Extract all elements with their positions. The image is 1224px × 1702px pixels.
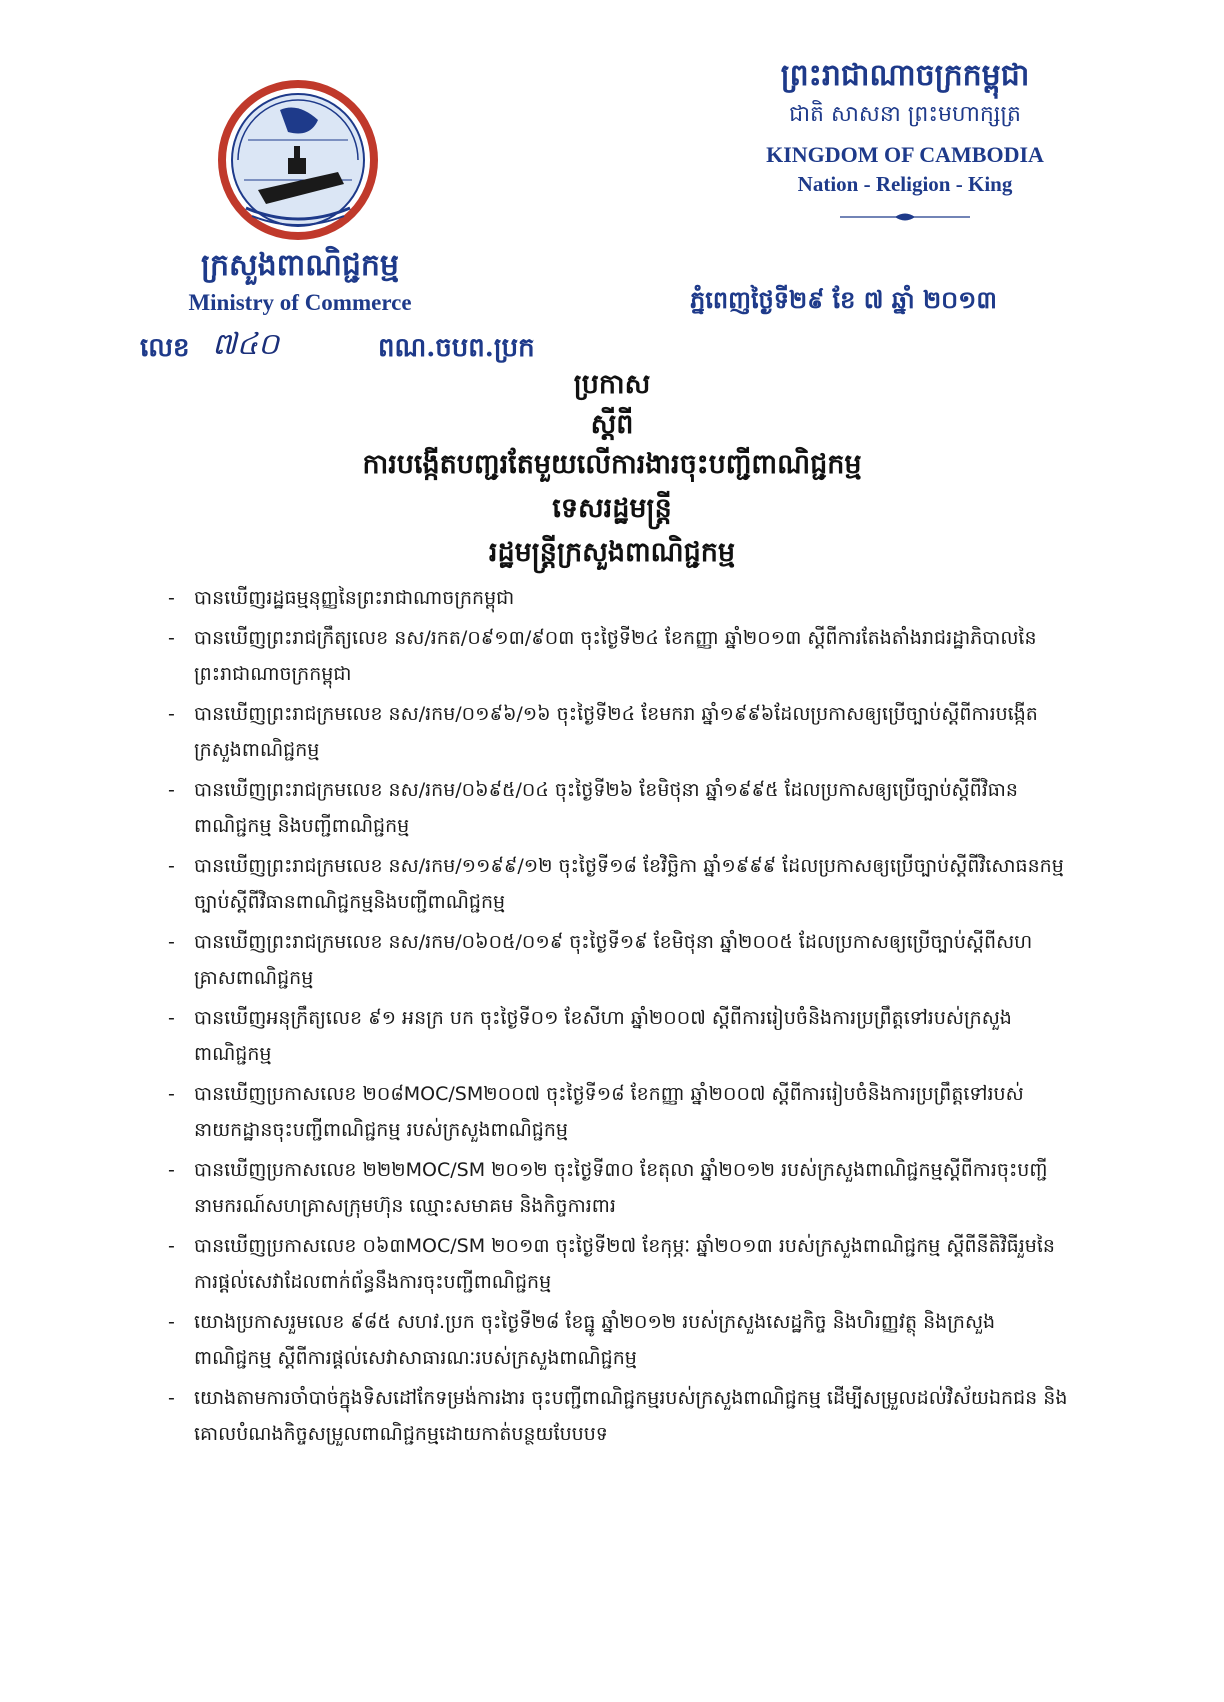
date-line: ភ្នំពេញថ្ងៃទី២៩ ខែ ៧ ឆ្នាំ ២០១៣ [690,285,997,314]
list-item: - បានឃើញរដ្ឋធម្មនុញ្ញនៃព្រះរាជាណាចក្រកម្ពុជា [168,587,515,609]
list-item: - បានឃើញប្រកាសលេខ ២០៨MOC/SM២០០៧ ចុះថ្ងៃទី១៨ ខែកញ្ញា ឆ្នាំ២០០៧ ស្តីពីការរៀបចំនិងការប្រព្រឹត្តទៅរបស់នាយកដ្ឋានចុះបញ្ជីពាណិជ្ជកម្ម របស់ក្រសួងពាណិជ្ជកម្ម [168,1083,1024,1141]
list-item: - បានឃើញព្រះរាជក្រមលេខ នស/រកម/០៦០៥/០១៩ ចុះថ្ងៃទី១៩ ខែមិថុនា ឆ្នាំ២០០៥ ដែលប្រកាសឲ្យប្រើច្បាប់ស្តីពីសហគ្រាសពាណិជ្ជកម្ម [168,931,1033,989]
ornament-divider-icon [840,210,970,224]
ministry-name-english: Ministry of Commerce [188,290,412,315]
list-item: - បានឃើញព្រះរាជក្រមលេខ នស/រកម/០១៩៦/១៦ ចុះថ្ងៃទី២៤ ខែមករា ឆ្នាំ១៩៩៦ដែលប្រកាសឲ្យប្រើច្បាប់ស្តីពីការបង្កើតក្រសួងពាណិជ្ជកម្ម [168,703,1038,761]
reference-label: លេខ [140,333,190,363]
reference-number: ៧៤០ [212,327,280,362]
list-item: - បានឃើញអនុក្រឹត្យលេខ ៩១ អនក្រ បក ចុះថ្ងៃទី០១ ខែសីហា ឆ្នាំ២០០៧ ស្តីពីការរៀបចំនិងការប្រព្រឹត្តទៅរបស់ក្រសួងពាណិជ្ជកម្ម [168,1007,1012,1065]
ministry-seal-icon [218,80,378,240]
reference-suffix: ពណ.ចបព.ប្រក [378,333,535,363]
preamble-list [168,580,1068,1456]
motto-english: Nation - Religion - King [797,172,1013,196]
kingdom-name-english: KINGDOM OF CAMBODIA [766,142,1044,167]
list-item: - បានឃើញប្រកាសលេខ ០៦៣MOC/SM ២០១៣ ចុះថ្ងៃទី២៧ ខែកុម្ភៈ ឆ្នាំ២០១៣ របស់ក្រសួងពាណិជ្ជកម្ម ស្តីពីនីតិវិធីរួមនៃការផ្តល់សេវាដែលពាក់ព័ន្ធនឹងការចុះបញ្ជីពាណិជ្ជកម្ម [168,1235,1055,1293]
list-item: - បានឃើញព្រះរាជក្រមលេខ នស/រកម/០៦៩៥/០៤ ចុះថ្ងៃទី២៦ ខែមិថុនា ឆ្នាំ១៩៩៥ ដែលប្រកាសឲ្យប្រើច្បាប់ស្តីពីវិធានពាណិជ្ជកម្ម និងបញ្ជីពាណិជ្ជកម្ម [168,779,1018,837]
list-item: - យោងតាមការចាំបាច់ក្នុងទិសដៅកែទម្រង់ការងារ ចុះបញ្ជីពាណិជ្ជកម្មរបស់ក្រសួងពាណិជ្ជកម្ម ដើម្បីសម្រួលដល់វិស័យឯកជន និងគោលបំណងកិច្ចសម្រួលពាណិជ្ជកម្មដោយកាត់បន្ថយបែបបទ [168,1387,1068,1445]
title-subject: ការបង្កើតបញ្ជរតែមួយលើការងារចុះបញ្ជីពាណិជ្ជកម្ម [362,449,862,480]
kingdom-name-khmer: ព្រះរាជាណាចក្រកម្ពុជា [780,58,1030,93]
title-prakas: ប្រកាស [573,369,651,400]
ministry-name-khmer: ក្រសួងពាណិជ្ជកម្ម [201,248,399,283]
title-on: ស្តីពី [590,409,634,440]
title-minister-of: រដ្ឋមន្ត្រីក្រសួងពាណិជ្ជកម្ម [488,537,736,568]
list-item: - បានឃើញព្រះរាជក្រមលេខ នស/រកម/១១៩៩/១២ ចុះថ្ងៃទី១៨ ខែវិច្ឆិកា ឆ្នាំ១៩៩៩ ដែលប្រកាសឲ្យប្រើច្បាប់ស្តីពីវិសោធនកម្មច្បាប់ស្តីពីវិធានពាណិជ្ជកម្មនិងបញ្ជីពាណិជ្ជកម្ម [168,855,1064,913]
reference-number-row [140,325,620,369]
list-item: - បានឃើញព្រះរាជក្រឹត្យលេខ នស/រកត/០៩១៣/៩០៣ ចុះថ្ងៃទី២៤ ខែកញ្ញា ឆ្នាំ២០១៣ ស្តីពីការតែងតាំងរាជរដ្ឋាភិបាលនៃព្រះរាជាណាចក្រកម្ពុជា [168,627,1037,685]
list-item: - បានឃើញប្រកាសលេខ ២២២MOC/SM ២០១២ ចុះថ្ងៃទី៣០ ខែតុលា ឆ្នាំ២០១២ របស់ក្រសួងពាណិជ្ជកម្មស្តីពីការចុះបញ្ជីនាមករណ៍សហគ្រាសក្រុមហ៊ុន ឈ្មោះសមាគម និងកិច្ចការពារ [168,1159,1048,1217]
title-minister: ទេសរដ្ឋមន្ត្រី [552,493,672,524]
list-item: - យោងប្រកាសរួមលេខ ៩៨៥ សហវ.ប្រក ចុះថ្ងៃទី២៨ ខែធ្នូ ឆ្នាំ២០១២ របស់ក្រសួងសេដ្ឋកិច្ច និងហិរញ្ញវត្ថុ និងក្រសួងពាណិជ្ជកម្ម ស្តីពីការផ្តល់សេវាសាធារណៈរបស់ក្រសួងពាណិជ្ជកម្ម [168,1311,996,1369]
motto-khmer: ជាតិ សាសនា ព្រះមហាក្សត្រ [789,102,1021,127]
